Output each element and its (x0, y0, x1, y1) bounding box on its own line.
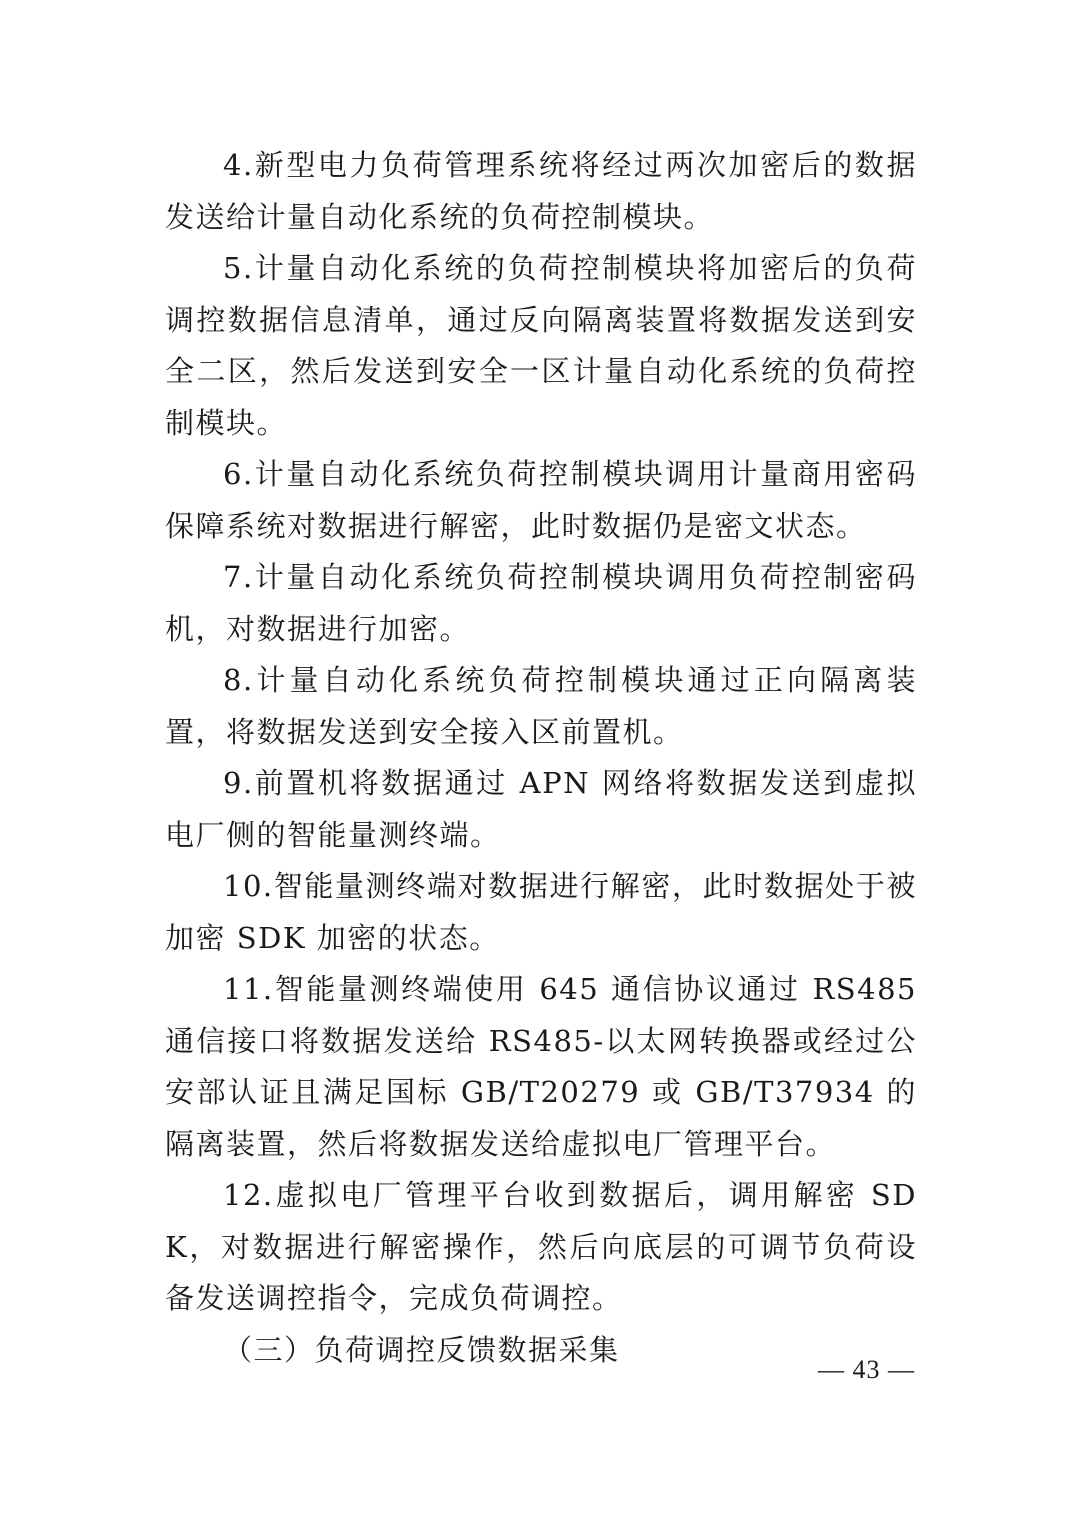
paragraph-step-11: 11.智能量测终端使用 645 通信协议通过 RS485 通信接口将数据发送给 RS485-以太网转换器或经过公安部认证且满足国标 GB/T20279 或 GB/T37934 的隔离装置，然后将数据发送给虚拟电厂管理平台。 (165, 972, 917, 1161)
paragraph-step-10: 10.智能量测终端对数据进行解密，此时数据处于被加密 SDK 加密的状态。 (165, 869, 917, 955)
paragraph-step-4: 4.新型电力负荷管理系统将经过两次加密后的数据发送给计量自动化系统的负荷控制模块。 (165, 148, 917, 234)
section-heading: （三）负荷调控反馈数据采集 (223, 1332, 620, 1367)
paragraph-step-6: 6.计量自动化系统负荷控制模块调用计量商用密码保障系统对数据进行解密，此时数据仍是密文状态。 (165, 457, 917, 543)
paragraph-step-9: 9.前置机将数据通过 APN 网络将数据发送到虚拟电厂侧的智能量测终端。 (165, 766, 917, 852)
paragraph-step-7: 7.计量自动化系统负荷控制模块调用负荷控制密码机，对数据进行加密。 (165, 560, 917, 646)
document-body (165, 140, 917, 1376)
paragraph-step-12: 12.虚拟电厂管理平台收到数据后，调用解密 SDK，对数据进行解密操作，然后向底层的可调节负荷设备发送调控指令，完成负荷调控。 (165, 1178, 917, 1315)
page-number: — 43 — (818, 1355, 915, 1384)
paragraph-step-5: 5.计量自动化系统的负荷控制模块将加密后的负荷调控数据信息清单，通过反向隔离装置将数据发送到安全二区，然后发送到安全一区计量自动化系统的负荷控制模块。 (165, 251, 917, 440)
paragraph-step-8: 8.计量自动化系统负荷控制模块通过正向隔离装置，将数据发送到安全接入区前置机。 (165, 663, 917, 749)
